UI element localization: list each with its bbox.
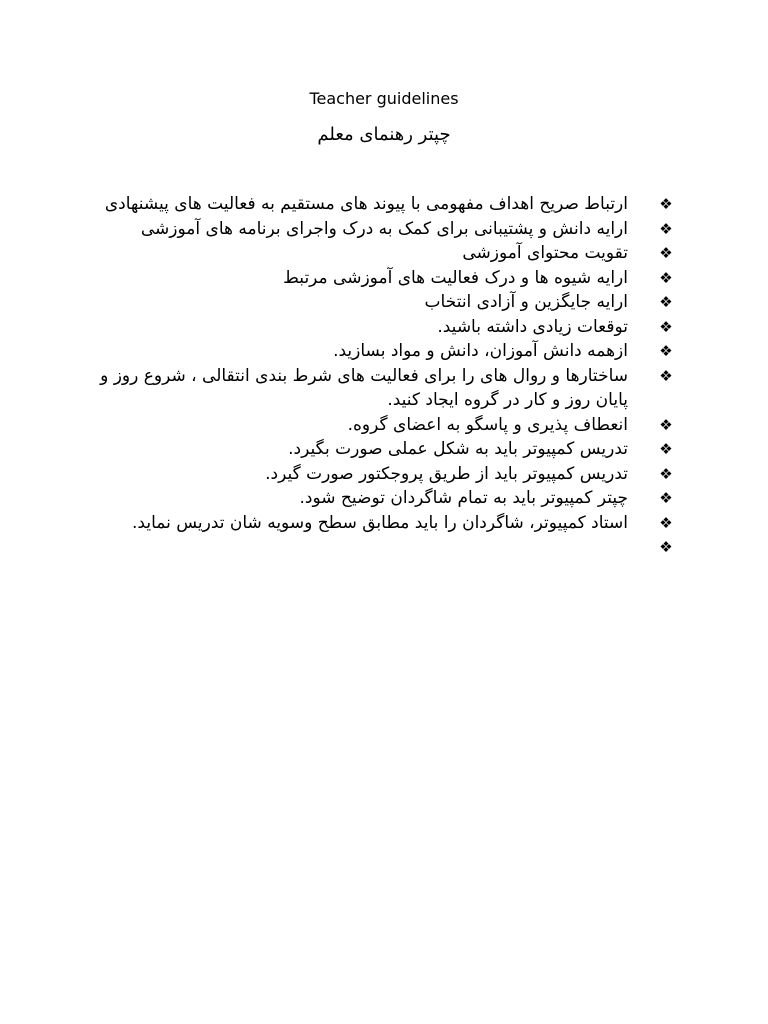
diamond-bullet-icon: ❖ [659,268,673,287]
diamond-bullet-icon: ❖ [659,366,673,385]
list-item-empty [96,535,676,560]
list-item-text: تدریس کمپیوتر باید به شکل عملی صورت بگیرد. [288,439,628,459]
diamond-bullet-icon: ❖ [659,244,673,262]
list-item [96,486,676,511]
document-title-persian: چپتر رهنمای معلم [317,124,451,145]
diamond-bullet-icon: ❖ [659,440,673,458]
diamond-bullet-icon: ❖ [659,195,673,213]
guidelines-list [96,192,676,560]
list-item [96,437,676,462]
list-item [96,339,676,364]
list-item-text: تدریس کمپیوتر باید از طریق پروجکتور صورت گیرد. [265,463,628,484]
list-item [96,462,676,487]
document-title-english: Teacher guidelines [309,89,459,108]
diamond-bullet-icon: ❖ [659,293,673,311]
list-item [96,511,676,536]
list-item-text: توقعات زیادی داشته باشید. [437,316,628,337]
list-item-text [96,535,628,560]
list-item [96,364,676,413]
list-item-text: ازهمه دانش آموزان، دانش و مواد بسازید. [333,341,628,361]
list-item [96,217,676,242]
diamond-bullet-icon: ❖ [659,317,673,336]
list-item [96,315,676,340]
list-item-text: تقویت محتوای آموزشی [462,243,628,263]
list-item [96,290,676,315]
list-item [96,266,676,291]
list-item-text: ارایه دانش و پشتیبانی برای کمک به درک واجرای برنامه های آموزشی [140,218,628,239]
diamond-bullet-icon: ❖ [659,538,673,556]
list-item-text: ارایه جایگزین و آزادی انتخاب [424,292,628,312]
list-item-text: ارتباط صریح اهداف مفهومی با پیوند های مستقیم به فعالیت های پیشنهادی [104,194,628,214]
diamond-bullet-icon: ❖ [659,415,673,434]
list-item [96,192,676,217]
list-item-text: استاد کمپیوتر، شاگردان را باید مطابق سطح وسویه شان تدریس نماید. [132,512,628,533]
list-item-text: ارایه شیوه ها و درک فعالیت های آموزشی مرتبط [283,267,628,288]
list-item [96,413,676,438]
diamond-bullet-icon: ❖ [659,342,673,360]
list-item-text: ساختارها و روال های را برای فعالیت های شرط بندی انتقالی ، شروع روز و پایان روز و کار در گروه ایجاد کنید. [100,365,628,410]
list-item [96,241,676,266]
diamond-bullet-icon: ❖ [659,464,673,483]
diamond-bullet-icon: ❖ [659,219,673,238]
diamond-bullet-icon: ❖ [659,489,673,507]
list-item-text: چپتر کمپیوتر باید به تمام شاگردان توضیح شود. [299,488,628,508]
list-item-text: انعطاف پذیری و پاسگو به اعضای گروه. [347,414,628,435]
diamond-bullet-icon: ❖ [659,513,673,532]
